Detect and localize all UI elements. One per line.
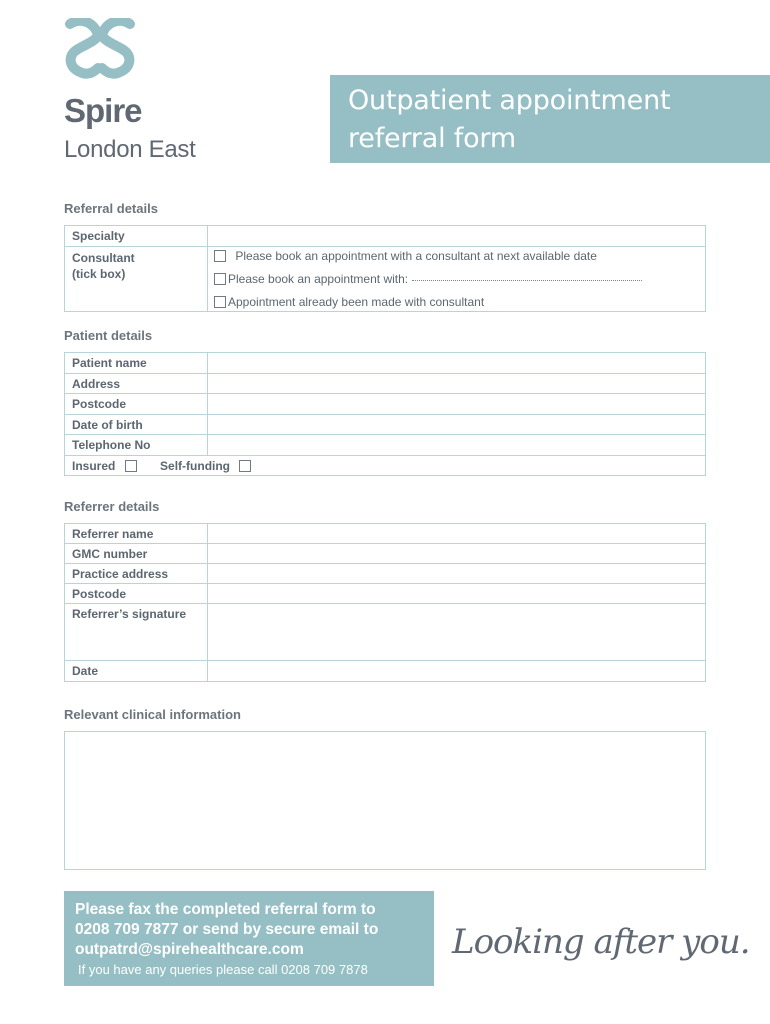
checkbox-already-made[interactable] bbox=[214, 296, 226, 308]
specialty-label: Specialty bbox=[65, 226, 208, 246]
patient-details-table bbox=[64, 352, 706, 476]
consultant-name-line[interactable] bbox=[412, 280, 642, 281]
referral-details-heading: Referral details bbox=[64, 201, 158, 216]
address-field[interactable] bbox=[208, 374, 705, 394]
telephone-label: Telephone No bbox=[65, 435, 208, 455]
option-specific-consultant[interactable] bbox=[214, 272, 642, 286]
fax-instructions bbox=[64, 891, 434, 986]
checkbox-specific-consultant[interactable] bbox=[214, 273, 226, 285]
table-row bbox=[65, 661, 705, 681]
gmc-number-field[interactable] bbox=[208, 544, 705, 563]
consultant-label bbox=[65, 247, 208, 311]
table-row bbox=[65, 604, 705, 661]
queries-text: If you have any queries please call 0208 709 7878 bbox=[78, 962, 368, 977]
fax-email: outpatrd@spirehealthcare.com bbox=[75, 941, 304, 958]
date-field[interactable] bbox=[208, 661, 705, 681]
referrer-details-table bbox=[64, 523, 706, 682]
referrer-postcode-field[interactable] bbox=[208, 584, 705, 603]
referrer-name-label: Referrer name bbox=[65, 524, 208, 543]
form-title-line-2: referral form bbox=[348, 123, 516, 154]
form-title-line-1: Outpatient appointment bbox=[348, 85, 671, 116]
funding-row bbox=[65, 456, 705, 476]
table-row bbox=[65, 544, 705, 564]
brand-name: Spire bbox=[64, 92, 142, 129]
funding-options bbox=[65, 456, 251, 476]
form-title bbox=[330, 75, 770, 163]
fax-line-1: Please fax the completed referral form to bbox=[75, 901, 376, 918]
date-of-birth-label: Date of birth bbox=[65, 415, 208, 435]
consultant-label-line-1: Consultant bbox=[72, 251, 135, 265]
patient-name-field[interactable] bbox=[208, 353, 705, 373]
practice-address-label: Practice address bbox=[65, 564, 208, 583]
specialty-field[interactable] bbox=[208, 226, 705, 246]
practice-address-field[interactable] bbox=[208, 564, 705, 583]
table-row bbox=[65, 353, 705, 374]
option-specific-consultant-label: Please book an appointment with: bbox=[228, 272, 409, 286]
gmc-number-label: GMC number bbox=[65, 544, 208, 563]
table-row bbox=[65, 415, 705, 436]
fax-line-2: 0208 709 7877 or send by secure email to bbox=[75, 921, 379, 938]
table-row bbox=[65, 564, 705, 584]
consultant-label-line-2: (tick box) bbox=[72, 267, 126, 281]
clinical-info-field[interactable] bbox=[64, 731, 706, 870]
referrer-name-field[interactable] bbox=[208, 524, 705, 543]
spire-logo-icon bbox=[62, 18, 138, 86]
checkbox-self-funding[interactable] bbox=[239, 460, 251, 472]
brand-location: London East bbox=[64, 136, 196, 163]
option-next-available-label: Please book an appointment with a consultant at next available date bbox=[235, 249, 597, 263]
option-already-made[interactable] bbox=[214, 295, 484, 309]
patient-name-label: Patient name bbox=[65, 353, 208, 373]
date-of-birth-field[interactable] bbox=[208, 415, 705, 435]
self-funding-label: Self-funding bbox=[160, 458, 231, 473]
brand-tagline: Looking after you. bbox=[452, 922, 750, 962]
table-row bbox=[65, 394, 705, 415]
patient-details-heading: Patient details bbox=[64, 328, 153, 343]
table-row bbox=[65, 374, 705, 395]
insured-label: Insured bbox=[72, 458, 116, 473]
telephone-field[interactable] bbox=[208, 435, 705, 455]
referrer-postcode-label: Postcode bbox=[65, 584, 208, 603]
clinical-info-heading: Relevant clinical information bbox=[64, 707, 241, 722]
date-label: Date bbox=[65, 661, 208, 681]
checkbox-next-available[interactable] bbox=[214, 250, 226, 262]
specialty-row bbox=[65, 226, 705, 247]
postcode-label: Postcode bbox=[65, 394, 208, 414]
address-label: Address bbox=[65, 374, 208, 394]
table-row bbox=[65, 584, 705, 604]
referrer-details-heading: Referrer details bbox=[64, 499, 160, 514]
postcode-field[interactable] bbox=[208, 394, 705, 414]
signature-label: Referrer’s signature bbox=[65, 604, 208, 660]
checkbox-insured[interactable] bbox=[125, 460, 137, 472]
option-next-available[interactable] bbox=[214, 249, 597, 263]
option-already-made-label: Appointment already been made with consultant bbox=[228, 295, 485, 309]
signature-field[interactable] bbox=[208, 604, 705, 660]
table-row bbox=[65, 524, 705, 544]
table-row bbox=[65, 435, 705, 456]
